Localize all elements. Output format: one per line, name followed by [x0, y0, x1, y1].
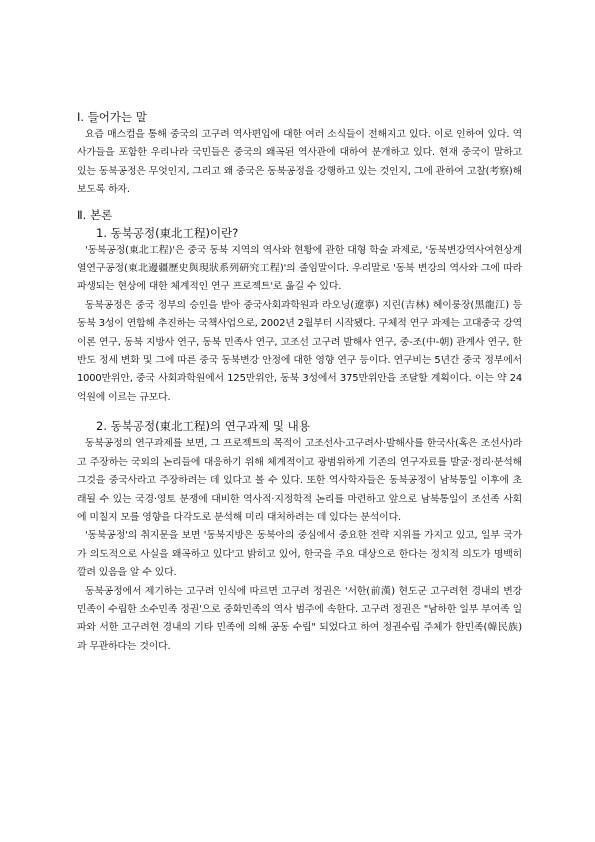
- paragraph-sub2-1: 동북공정의 연구과제를 보면, 그 프로젝트의 목적이 고조선사·고구려사·발해사를 한국사(혹은 조선사)라고 주장하는 국외의 논리들에 대응하기 위해 체계적이고 광범위하게 기존의 연구자료를 발굴·정리·분석해 그것을 중국사라고 주장하려는 데 있다고 볼 수 있다. 또한 역사학자들은 동북공정이 남북통일 이후에 초래될 수 있는 국경·영토 분쟁에 대비한 역사적·지정학적 논리를 마련하고 앞으로 남북통일이 조선족 사회에 미칠지 모를 영향을 다각도로 분석해 미리 대처하려는 데 있다는 분석이다.: [77, 438, 522, 523]
- paragraph-sub2-3: 동북공정에서 제기하는 고구려 인식에 따르면 고구려 정권은 '서한(前漢) 현도군 고구려현 경내의 변강민족이 수립한 소수민족 정권'으로 중화민족의 역사 범주에 속한다. 고구려 정권은 "남하한 일부 부여족 일파와 서한 고구려현 경내의 기타 민족에 의해 공동 수립" 되었다고 하여 정권수립 주체가 한민족(韓民族)과 무관하다는 것이다.: [77, 585, 522, 652]
- subsection-heading-2: 2. 동북공정(東北工程)의 연구과제 및 내용: [96, 419, 310, 434]
- document-body: [77, 108, 522, 656]
- paragraph-sub2-2: '동북공정'의 취지문을 보면 '동북지방은 동북아의 중심에서 중요한 전략 지위를 가지고 있고, 일부 국가가 의도적으로 사실을 왜곡하고 있다'고 밝히고 있어, 한국을 주요 대상으로 한다는 정치적 의도가 명백히 깔려 있음을 알 수 있다.: [77, 530, 522, 579]
- paragraph-sub1-2: 동북공정은 중국 정부의 승인을 받아 중국사회과학원과 라오닝(遼寧) 지린(吉林) 헤이룽장(黑龍江) 등 동북 3성이 연합해 추진하는 국책사업으로, 2002년 2월부터 시작됐다. 구체적 연구 과제는 고대중국 강역이론 연구, 동북 지방사 연구, 동북 민족사 연구, 고조선 고구려 발해사 연구, 중-조(中-朝) 관계사 연구, 한반도 정세 변화 및 그에 따른 중국 동북변강 안정에 대한 영향 연구 등이다. 연구비는 5년간 중국 정부에서 1000만위안, 중국 사회과학원에서 125만위안, 동북 3성에서 375만위안을 조달할 계획이다. 이는 약 24억원에 이르는 규모다.: [77, 299, 522, 403]
- paragraph-intro: 요즘 매스컴을 통해 중국의 고구려 역사편입에 대한 여러 소식들이 전해지고 있다. 이로 인하여 있다. 역사가들을 포함한 우리나라 국민들은 중국의 왜곡된 역사관에 대하여 분개하고 있다. 현재 중국이 말하고 있는 동북공정은 무엇인지, 그리고 왜 중국은 동북공정을 강행하고 있는 것인지, 그에 관하여 고찰(考察)해 보도록 하자.: [77, 129, 522, 196]
- section-heading-intro: Ⅰ. 들어가는 말: [77, 110, 147, 124]
- spacer: [77, 407, 522, 417]
- subsection-heading-1: 1. 동북공정(東北工程)이란?: [96, 225, 239, 240]
- paragraph-sub1-1: '동북공정(東北工程)'은 중국 동북 지역의 역사와 현황에 관한 대형 학술 과제로, '동북변강역사여현상계열연구공정(東北邊疆歷史與現狀系列硏究工程)'의 줄임말이다. 우리말로 '동북 변강의 역사와 그에 따라 파생되는 현상에 대한 체계적인 연구 프로젝트'로 옮길 수 있다.: [77, 244, 522, 293]
- section-heading-body: Ⅱ. 본론: [77, 207, 113, 222]
